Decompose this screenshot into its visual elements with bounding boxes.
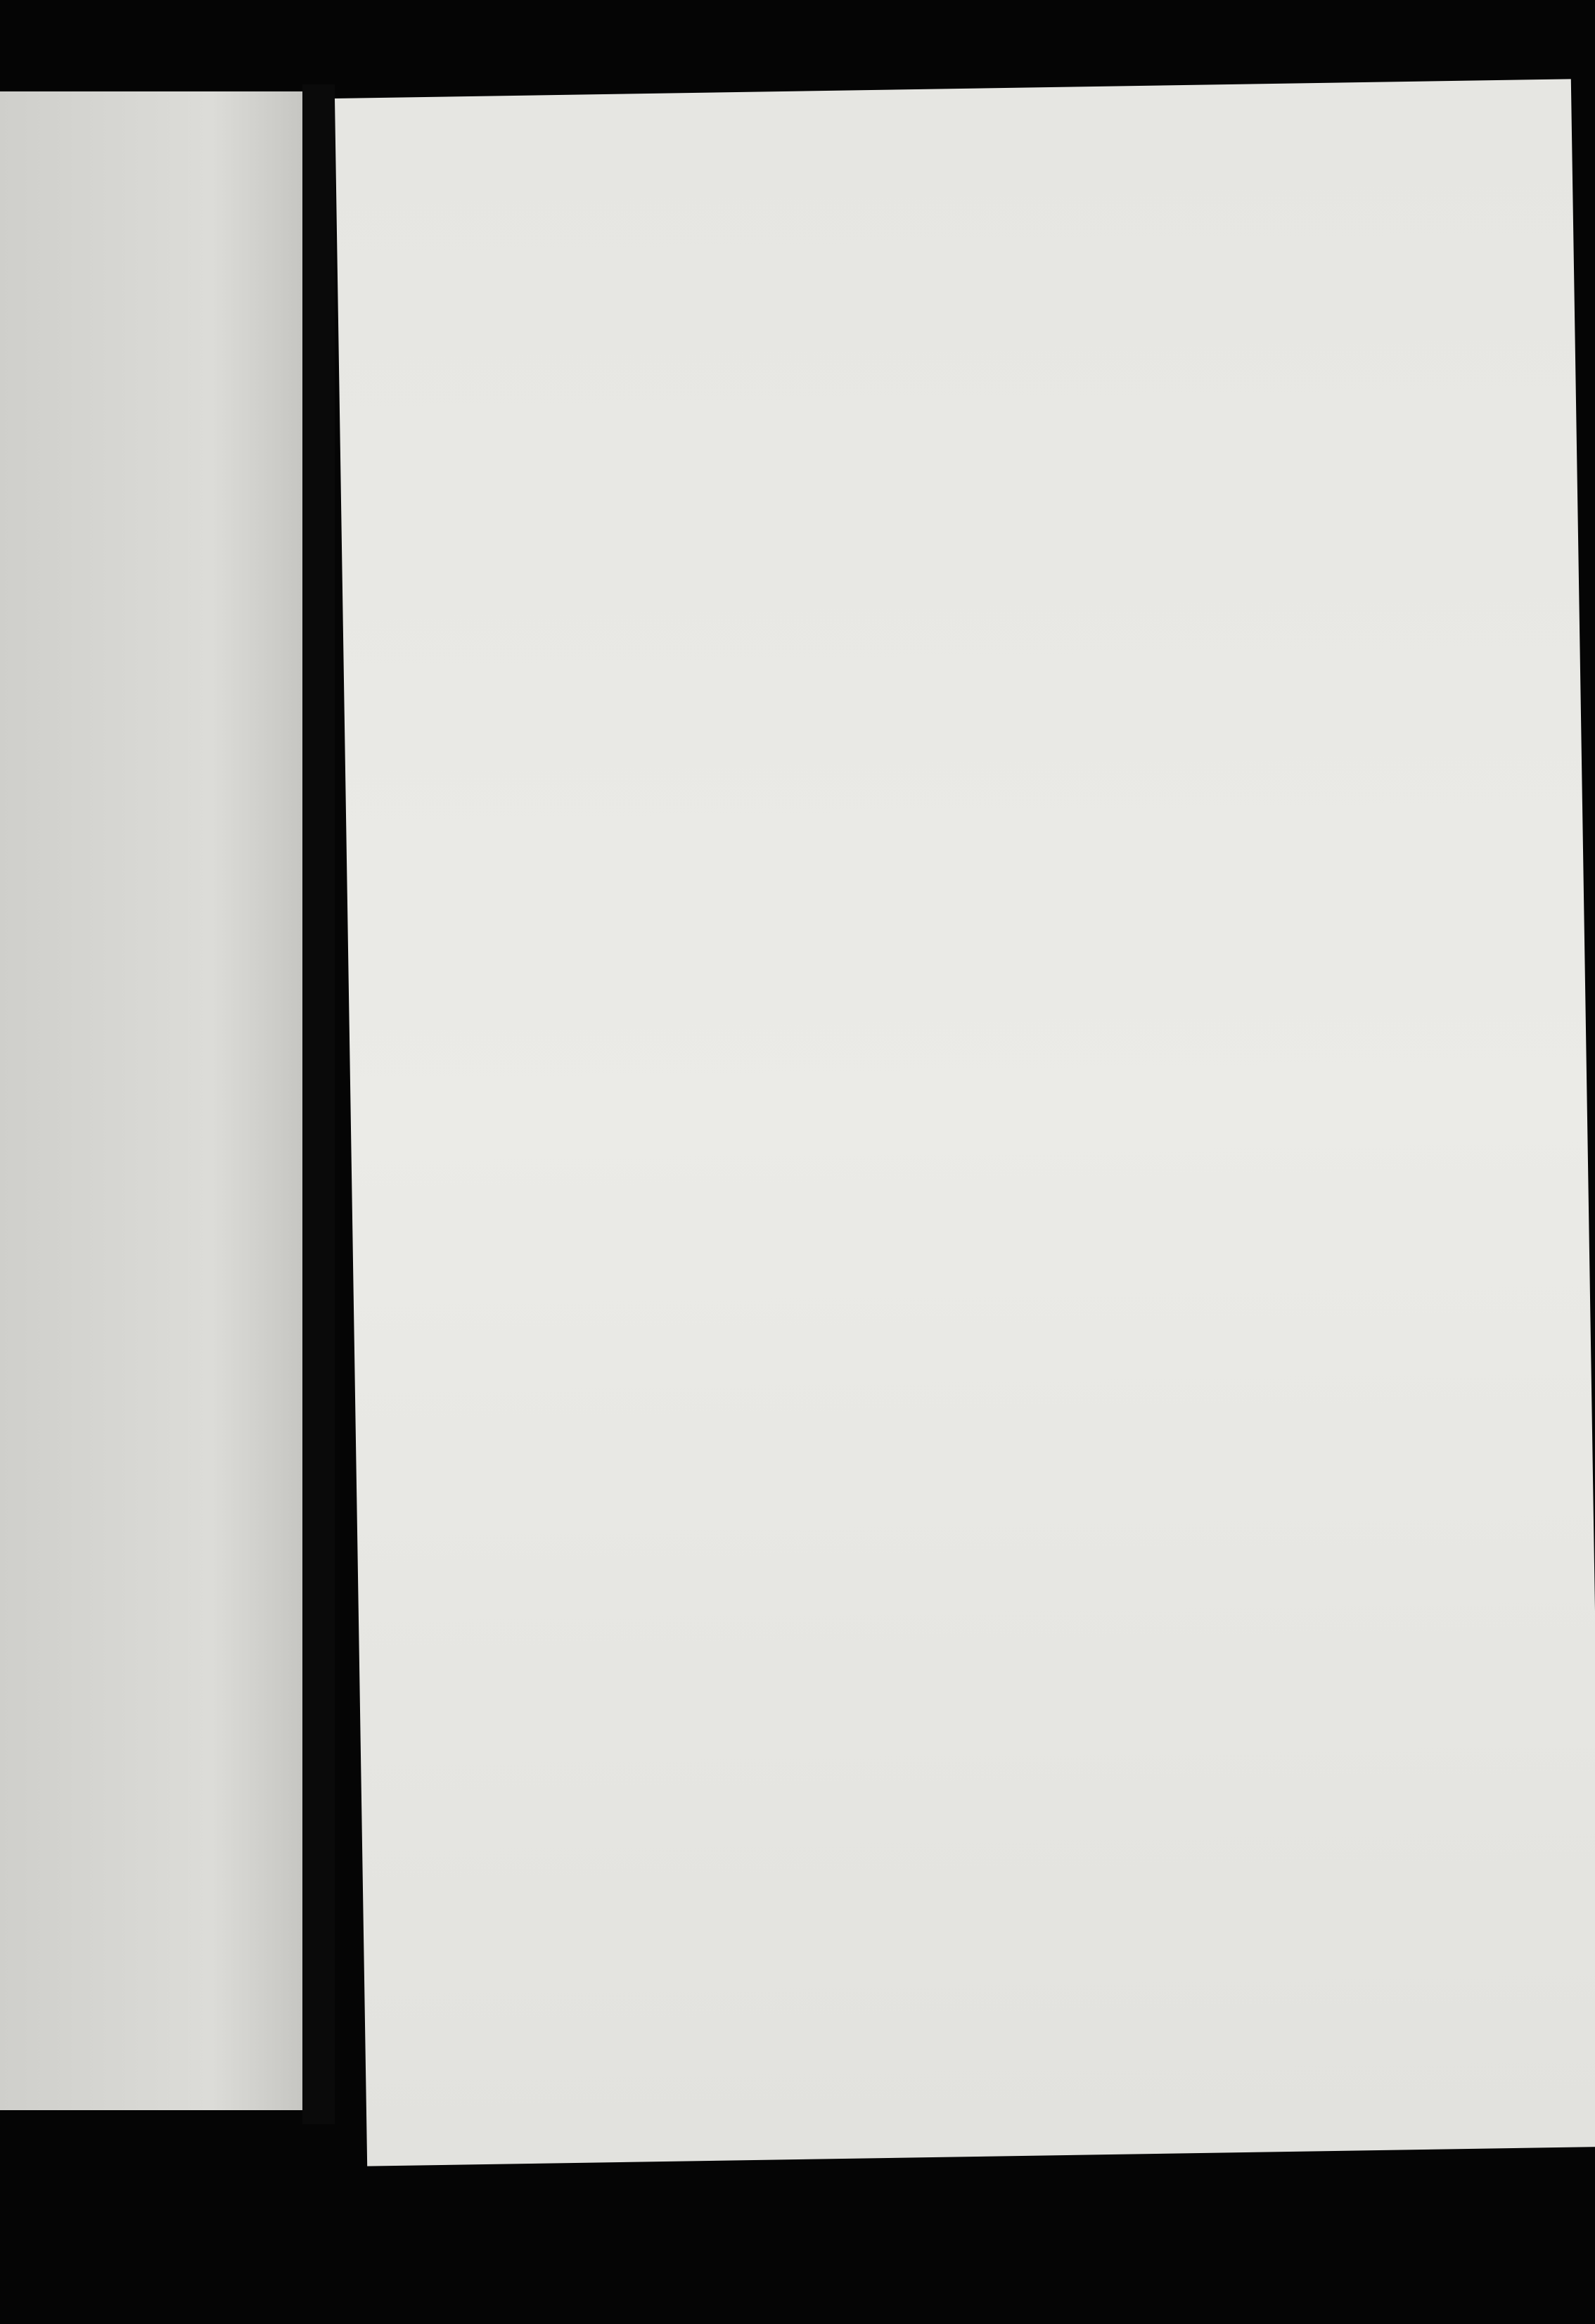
page-text xyxy=(372,289,1471,388)
book-gutter xyxy=(302,84,335,2124)
page-number-header xyxy=(337,205,1573,225)
previous-page xyxy=(0,91,302,2110)
book-page xyxy=(335,79,1595,2166)
top-section xyxy=(372,289,1469,307)
